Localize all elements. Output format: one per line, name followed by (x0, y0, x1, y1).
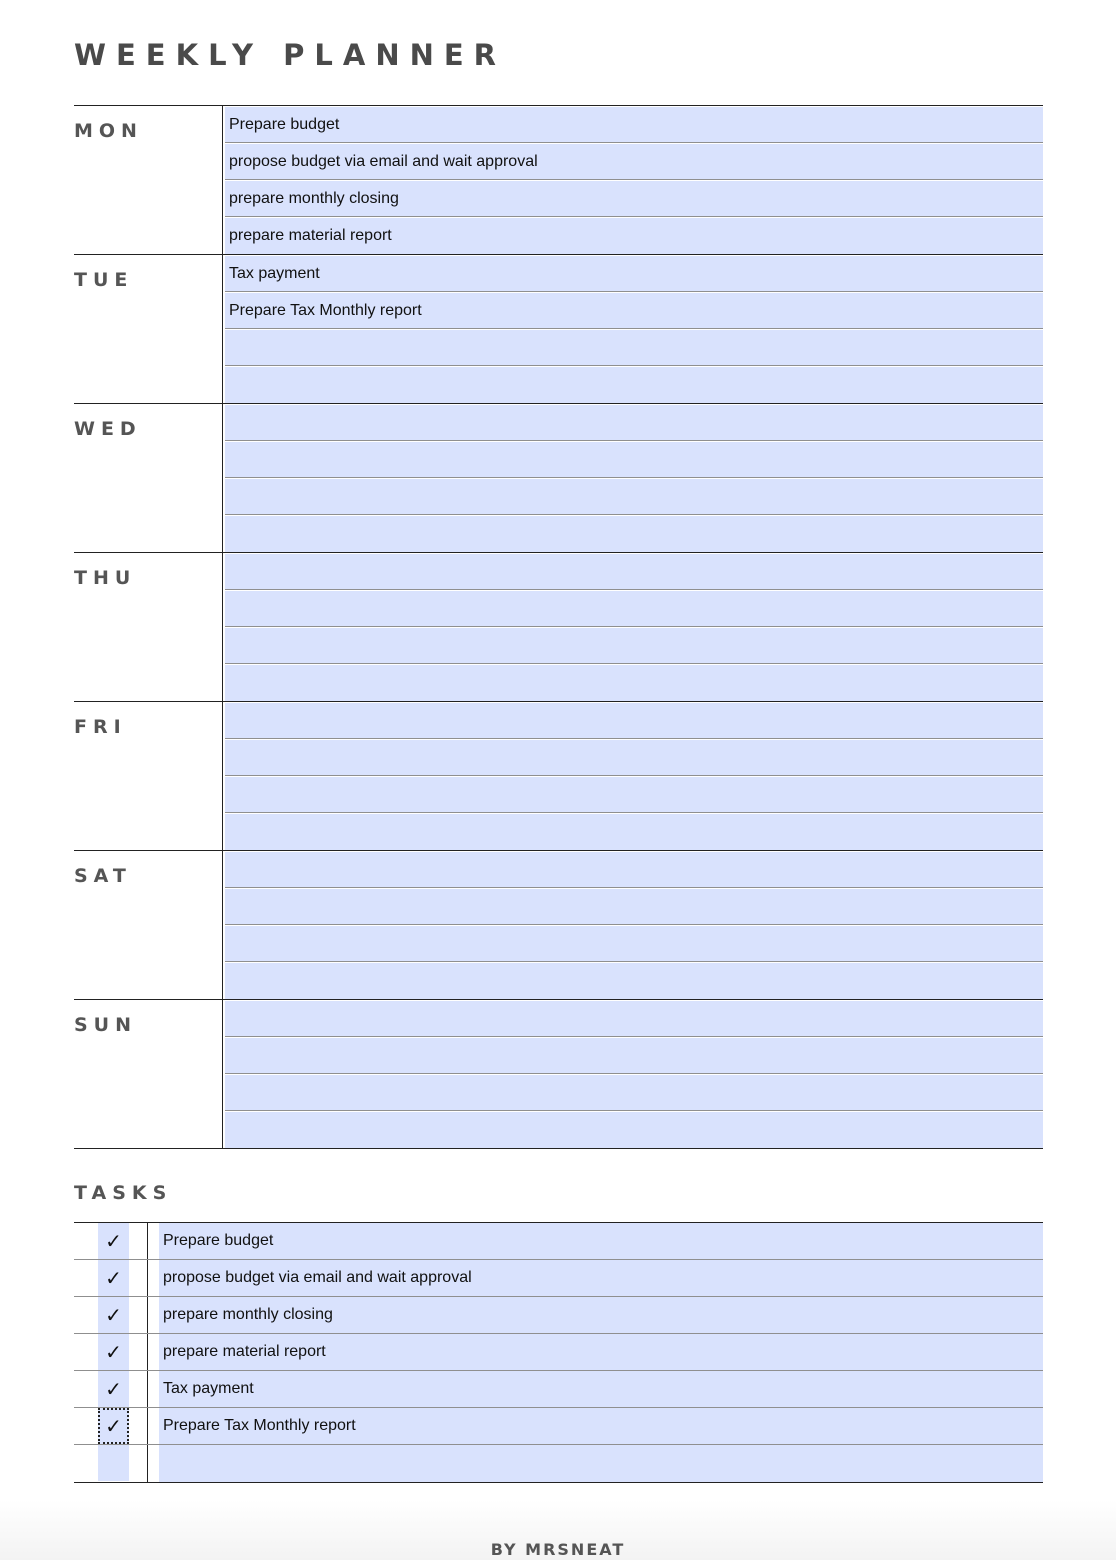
footer-credit: BY MRSNEAT (490, 1540, 626, 1559)
day-label-sat: SAT (74, 865, 132, 887)
task-row (74, 1297, 1043, 1334)
task-row (74, 1445, 1043, 1482)
thu-line-2[interactable] (225, 591, 1043, 627)
wed-line-2[interactable] (225, 442, 1043, 478)
sun-line-1[interactable] (225, 1001, 1043, 1037)
wed-line-1[interactable] (225, 405, 1043, 441)
day-thu (74, 553, 1043, 702)
day-wed (74, 404, 1043, 553)
tue-line-1[interactable]: Tax payment (225, 256, 1043, 292)
fri-line-3[interactable] (225, 777, 1043, 813)
task-checkbox-2[interactable]: ✓ (98, 1260, 129, 1296)
page-title: WEEKLY PLANNER (74, 38, 506, 72)
wed-line-4[interactable] (225, 516, 1043, 552)
tasks-list (74, 1222, 1043, 1483)
day-label-sun: SUN (74, 1014, 138, 1036)
task-row (74, 1260, 1043, 1297)
tue-line-2[interactable]: Prepare Tax Monthly report (225, 293, 1043, 329)
weekly-planner-grid (74, 105, 1043, 1149)
day-sun (74, 1000, 1043, 1149)
thu-line-3[interactable] (225, 628, 1043, 664)
task-text-2[interactable]: propose budget via email and wait approval (159, 1260, 1043, 1296)
day-sat (74, 851, 1043, 1000)
day-label-wed: WED (74, 418, 142, 440)
fri-line-4[interactable] (225, 814, 1043, 850)
mon-line-3[interactable]: prepare monthly closing (225, 181, 1043, 217)
day-label-thu: THU (74, 567, 137, 589)
task-text-3[interactable]: prepare monthly closing (159, 1297, 1043, 1333)
tue-line-4[interactable] (225, 367, 1043, 403)
task-checkbox-3[interactable]: ✓ (98, 1297, 129, 1333)
task-checkbox-6[interactable]: ✓ (98, 1408, 129, 1444)
thu-line-1[interactable] (225, 554, 1043, 590)
task-checkbox-5[interactable]: ✓ (98, 1371, 129, 1407)
task-text-1[interactable]: Prepare budget (159, 1223, 1043, 1259)
task-text-4[interactable]: prepare material report (159, 1334, 1043, 1370)
sun-line-2[interactable] (225, 1038, 1043, 1074)
sat-line-2[interactable] (225, 889, 1043, 925)
day-tue (74, 255, 1043, 404)
day-mon (74, 106, 1043, 255)
day-label-mon: MON (74, 120, 143, 142)
sun-line-3[interactable] (225, 1075, 1043, 1111)
fri-line-1[interactable] (225, 703, 1043, 739)
task-row (74, 1408, 1043, 1445)
mon-line-4[interactable]: prepare material report (225, 218, 1043, 254)
task-text-7[interactable] (159, 1445, 1043, 1482)
wed-line-3[interactable] (225, 479, 1043, 515)
fri-line-2[interactable] (225, 740, 1043, 776)
thu-line-4[interactable] (225, 665, 1043, 701)
task-text-5[interactable]: Tax payment (159, 1371, 1043, 1407)
mon-line-2[interactable]: propose budget via email and wait approval (225, 144, 1043, 180)
task-row (74, 1371, 1043, 1408)
sat-line-4[interactable] (225, 963, 1043, 999)
sun-line-4[interactable] (225, 1112, 1043, 1148)
task-checkbox-7[interactable] (98, 1445, 129, 1481)
task-text-6[interactable]: Prepare Tax Monthly report (159, 1408, 1043, 1444)
task-row (74, 1334, 1043, 1371)
task-checkbox-4[interactable]: ✓ (98, 1334, 129, 1370)
sat-line-3[interactable] (225, 926, 1043, 962)
sat-line-1[interactable] (225, 852, 1043, 888)
task-row (74, 1223, 1043, 1260)
mon-line-1[interactable]: Prepare budget (225, 107, 1043, 143)
day-label-tue: TUE (74, 269, 134, 291)
tue-line-3[interactable] (225, 330, 1043, 366)
task-checkbox-1[interactable]: ✓ (98, 1223, 129, 1259)
day-label-fri: FRI (74, 716, 127, 738)
tasks-title: TASKS (74, 1182, 173, 1204)
day-fri (74, 702, 1043, 851)
